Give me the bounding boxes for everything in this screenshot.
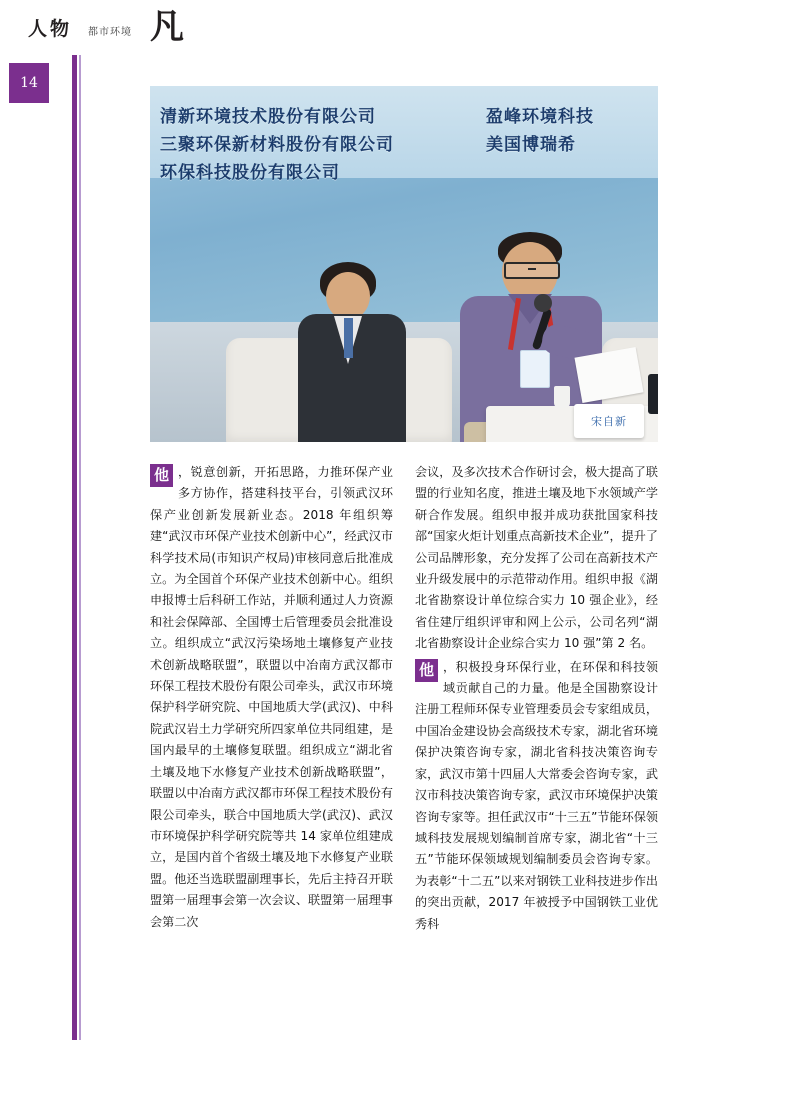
panelist-left: [292, 262, 412, 442]
banner-line-5: 美国博瑞希: [486, 135, 576, 155]
mobile-phone: [648, 374, 658, 414]
name-badge: [520, 350, 550, 388]
dropcap-right: 他: [415, 659, 438, 682]
page-number: 14: [9, 63, 49, 103]
paragraph-left-1-text: ，锐意创新，开拓思路，力推环保产业多方协作，搭建科技平台，引领武汉环保产业创新发展新业态。2018 年组织筹建“武汉市环保产业技术创新中心”，经武汉市科学技术局(市知识产权局)审核同意后批准成立。为全国首个环保产业技术创新中心。组织申报博士后科研工作站，并顺利通过人力资源和社会保障部、全国博士后管理委员会批准设立。组织成立“武汉污染场地土壤修复产业技术创新战略联盟”，联盟以中冶南方武汉都市环保工程技术股份有限公司牵头，武汉市环境保护科学研究院、中国地质大学(武汉)、中科院武汉岩土力学研究所四家单位共同组建，是国内最早的土壤修复联盟。组织成立“湖北省土壤及地下水修复产业技术创新战略联盟”，联盟以中冶南方武汉都市环保工程技术股份有限公司牵头，联合中国地质大学(武汉)、武汉市环境保护科学研究院等共 14 家单位组建成立，是国内首个省级土壤及地下水修复产业联盟。他还当选联盟副理事长，先后主持召开联盟第一届理事会第一次会议、联盟第一届理事会第二次: [150, 465, 393, 929]
paragraph-right-1-text: 会议，及多次技术合作研讨会，极大提高了联盟的行业知名度，推进土壤及地下水领域产学研合作发展。组织申报并成功获批国家科技部“国家火炬计划重点高新技术企业”，提升了公司品牌形象，充分发挥了公司在高新技术产业升级发展中的示范带动作用。组织申报《湖北省勘察设计单位综合实力 10 强企业》，经省住建厅组织评审和网上公示，公司名列“湖北省勘察设计企业综合实力 10 强”第 2 名。: [415, 465, 658, 651]
left-rule-thick: [72, 55, 77, 1040]
paragraph-left-1: [150, 462, 393, 933]
dropcap-left: 他: [150, 464, 173, 487]
body-column-left: [150, 462, 393, 933]
head: [326, 272, 370, 320]
paragraph-right-2-text: ，积极投身环保行业，在环保和科技领域贡献自己的力量。他是全国勘察设计注册工程师环保专业管理委员会专家组成员，中国冶金建设协会高级技术专家，湖北省环境保护决策咨询专家，湖北省科技决策咨询专家，武汉市第十四届人大常委会咨询专家，武汉市科技决策咨询专家，武汉市环境保护决策咨询专家等。担任武汉市“十三五”节能环保领域科技发展规划编制首席专家，湖北省“十三五”节能环保领域规划编制委员会咨询专家。为表彰“十二五”以来对钢铁工业科技进步作出的突出贡献，2017 年被授予中国钢铁工业优秀科: [415, 659, 658, 931]
photo-backdrop-banner: [150, 86, 658, 183]
drinking-cup: [554, 386, 570, 408]
magazine-logo: [88, 7, 198, 47]
nameplate-text: 宋自新: [591, 415, 627, 428]
body-column-right: [415, 462, 658, 935]
banner-line-1: 清新环境技术股份有限公司: [160, 107, 376, 127]
paragraph-right-2: [415, 657, 658, 935]
page-header: [0, 0, 800, 60]
section-title: 人物: [28, 18, 73, 40]
banner-line-2: 三聚环保新材料股份有限公司: [160, 135, 394, 155]
logo-chinese-text: 都市环境: [88, 27, 132, 38]
banner-line-3: 环保科技股份有限公司: [160, 163, 340, 183]
logo-mark: 凡: [150, 7, 184, 47]
nameplate: [574, 404, 644, 438]
banner-line-4: 盈峰环境科技: [486, 107, 594, 127]
left-rule-thin: [79, 55, 81, 1040]
eyeglasses: [504, 262, 560, 279]
necktie: [344, 318, 353, 358]
paragraph-right-1: [415, 462, 658, 655]
article-photo: [150, 86, 658, 442]
microphone-head: [534, 294, 552, 312]
